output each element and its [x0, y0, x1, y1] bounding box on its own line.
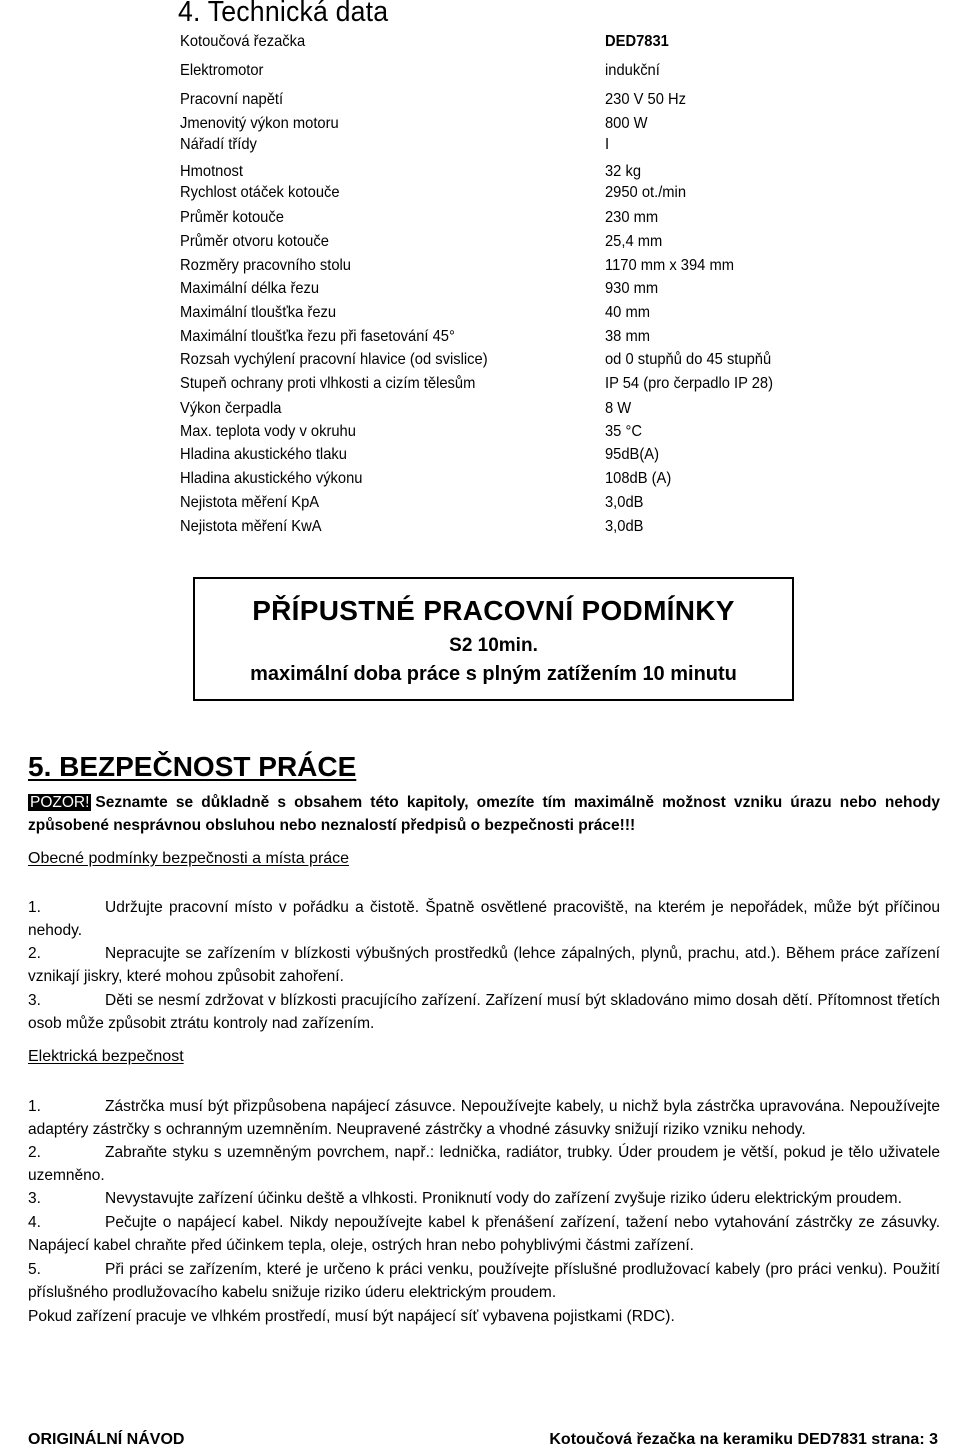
spec-row [0, 133, 960, 157]
spec-value: 930 mm [605, 280, 659, 297]
spec-label: Jmenovitý výkon motoru [180, 115, 339, 132]
conditions-description: maximální doba práce s plným zatížením 10 minutu [250, 663, 737, 685]
item-number: 4. [28, 1214, 41, 1231]
list-item [28, 1211, 940, 1257]
spec-value: 25,4 mm [605, 233, 663, 250]
item-number: 1. [28, 899, 41, 916]
item-number: 5. [28, 1261, 41, 1278]
spec-value: IP 54 (pro čerpadlo IP 28) [605, 375, 774, 392]
spec-value: od 0 stupňů do 45 stupňů [605, 351, 772, 368]
item-text: Při práci se zařízením, které je určeno k práci venku, používejte příslušné prodlužovací kabely (pro práci venku). Použití příslušného prodlužovacího kabelu snižuje riziko úderu elektrickým proudem. [28, 1261, 940, 1301]
warning-paragraph [28, 791, 940, 837]
list-item [28, 1095, 940, 1141]
spec-value: 8 W [605, 400, 632, 417]
spec-row [0, 254, 960, 278]
conditions-title: PŘÍPUSTNÉ PRACOVNÍ PODMÍNKY [252, 595, 735, 626]
spec-label: Nejistota měření KpA [180, 494, 320, 511]
spec-label: Elektromotor [180, 62, 264, 79]
spec-row [0, 230, 960, 254]
spec-label: Stupeň ochrany proti vlhkosti a cizím tělesům [180, 375, 476, 392]
spec-value: I [605, 136, 610, 153]
spec-row [0, 348, 960, 372]
item-text: Udržujte pracovní místo v pořádku a čistotě. Špatně osvětlené pracoviště, na kterém je nepořádek, může být příčinou nehody. [28, 899, 940, 939]
list-item [28, 1187, 940, 1210]
warning-badge: POZOR! [30, 794, 90, 811]
item-text: Zástrčka musí být přizpůsobena napájecí zásuvce. Nepoužívejte kabely, u nichž byla zástrčka upravována. Nepoužívejte adaptéry zástrčky s ochranným uzemněním. Neupravené zástrčky a vhodné zásuvky snižují riziko vzniku nehody. [28, 1098, 940, 1138]
electrical-safety-heading: Elektrická bezpečnost [28, 1048, 184, 1065]
section-4-title: 4. Technická data [178, 0, 389, 28]
spec-label: Výkon čerpadla [180, 400, 282, 417]
spec-row [0, 181, 960, 205]
spec-label: Max. teplota vody v okruhu [180, 423, 356, 440]
item-number: 3. [28, 992, 41, 1009]
item-number: 2. [28, 945, 41, 962]
spec-row [0, 325, 960, 349]
spec-label: Hladina akustického tlaku [180, 446, 347, 463]
spec-label: Průměr otvoru kotouče [180, 233, 329, 250]
item-number: 1. [28, 1098, 41, 1115]
list-item [28, 942, 940, 988]
spec-value: indukční [605, 62, 660, 79]
spec-value: 2950 ot./min [605, 184, 687, 201]
working-conditions-box [193, 577, 794, 701]
footer-right: Kotoučová řezačka na keramiku DED7831 strana: 3 [549, 1431, 938, 1448]
spec-value: 32 kg [605, 163, 642, 180]
spec-row [0, 515, 960, 539]
spec-value: 38 mm [605, 328, 650, 345]
item-number: 2. [28, 1144, 41, 1161]
item-text: Děti se nesmí zdržovat v blízkosti pracujícího zařízení. Zařízení musí být skladováno mimo dosah dětí. Přítomnost třetích osob může způsobit ztrátu kontroly nad zařízením. [28, 992, 940, 1032]
spec-value: 35 °C [605, 423, 642, 440]
list-item [28, 989, 940, 1035]
item-text: Nevystavujte zařízení účinku deště a vlhkosti. Proniknutí vody do zařízení zvyšuje riziko úderu elektrickým proudem. [105, 1190, 902, 1207]
item-text: Nepracujte se zařízením v blízkosti výbušných prostředků (lehce zápalných, plynů, prachu, atd.). Během práce zařízení vznikají jiskry, které mohou způsobit zahoření. [28, 945, 940, 985]
spec-value: 3,0dB [605, 518, 644, 535]
spec-label: Pracovní napětí [180, 91, 284, 108]
spec-label: Rozsah vychýlení pracovní hlavice (od svislice) [180, 351, 488, 368]
warning-text: Seznamte se důkladně s obsahem této kapitoly, omezíte tím maximálně možnost vzniku úrazu nebo nehody způsobené nesprávnou obsluhou nebo neznalostí předpisů o bezpečnosti práce!!! [28, 794, 940, 834]
spec-value: 108dB (A) [605, 470, 672, 487]
item-number: 3. [28, 1190, 41, 1207]
spec-value: 3,0dB [605, 494, 644, 511]
conditions-mode: S2 10min. [449, 635, 538, 656]
spec-label: Rychlost otáček kotouče [180, 184, 340, 201]
spec-row [0, 88, 960, 112]
spec-row [0, 301, 960, 325]
item-text: Pečujte o napájecí kabel. Nikdy nepoužívejte kabel k přenášení zařízení, tažení nebo vytahování zástrčky ze zásuvky. Napájecí kabel chraňte před účinkem tepla, oleje, ostrých hran nebo pohyblivými částmi zařízení. [28, 1214, 940, 1254]
section-5-title: 5. BEZPEČNOST PRÁCE [28, 751, 357, 782]
list-item [28, 896, 940, 942]
spec-label: Nářadí třídy [180, 136, 257, 153]
spec-label: Maximální délka řezu [180, 280, 320, 297]
spec-row [0, 59, 960, 83]
footer-left: ORIGINÁLNÍ NÁVOD [28, 1431, 185, 1448]
spec-row [0, 30, 960, 54]
spec-value: 1170 mm x 394 mm [605, 257, 734, 274]
spec-value: 800 W [605, 115, 648, 132]
spec-value: DED7831 [605, 33, 669, 50]
spec-row [0, 206, 960, 230]
spec-value: 230 mm [605, 209, 659, 226]
spec-value: 230 V 50 Hz [605, 91, 687, 108]
spec-row [0, 491, 960, 515]
spec-label: Nejistota měření KwA [180, 518, 322, 535]
spec-value: 40 mm [605, 304, 650, 321]
list-item [28, 1141, 940, 1187]
spec-value: 95dB(A) [605, 446, 660, 463]
spec-row [0, 443, 960, 467]
spec-row [0, 420, 960, 444]
spec-row [0, 397, 960, 421]
spec-label: Hladina akustického výkonu [180, 470, 363, 487]
spec-label: Maximální tloušťka řezu [180, 304, 337, 321]
spec-row [0, 467, 960, 491]
item-text: Zabraňte styku s uzemněným povrchem, např.: lednička, radiátor, trubky. Úder proudem je větší, pokud je tělo uživatele uzemněno. [28, 1144, 940, 1184]
spec-row [0, 277, 960, 301]
general-safety-heading: Obecné podmínky bezpečnosti a místa práce [28, 850, 350, 867]
spec-label: Kotoučová řezačka [180, 33, 306, 50]
spec-label: Rozměry pracovního stolu [180, 257, 351, 274]
spec-row [0, 372, 960, 396]
spec-label: Hmotnost [180, 163, 243, 180]
list-item [28, 1258, 940, 1304]
spec-label: Maximální tloušťka řezu při fasetování 45° [180, 328, 455, 345]
spec-label: Průměr kotouče [180, 209, 284, 226]
closing-note: Pokud zařízení pracuje ve vlhkém prostředí, musí být napájecí síť vybavena pojistkami (RDC). [28, 1308, 675, 1325]
